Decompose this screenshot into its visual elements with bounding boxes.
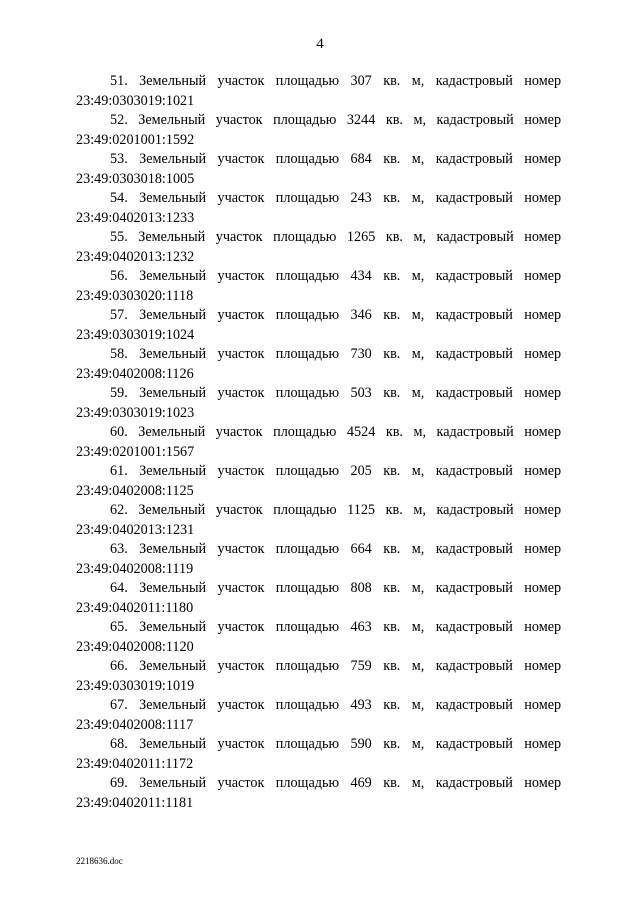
- entry-number: 56.: [110, 268, 128, 284]
- entry-cadastral-number: 23:49:0402008:1117: [76, 716, 194, 733]
- entry-cadastral-number: 23:49:0402011:1181: [76, 794, 194, 811]
- entry-cadastral-number: 23:49:0201001:1567: [76, 443, 195, 460]
- entry-number: 55.: [110, 229, 128, 245]
- list-item: [76, 618, 561, 657]
- list-item: [76, 501, 561, 540]
- entry-area: 730: [350, 346, 372, 362]
- entry-cadastral-number: 23:49:0303019:1024: [76, 326, 195, 343]
- entry-area: 307: [350, 73, 372, 89]
- entry-line: 53. Земельный участок площадью 684 кв. м, кадастровый номер: [110, 151, 562, 167]
- entry-cadastral-number: 23:49:0303019:1023: [76, 404, 195, 421]
- entry-number: 59.: [110, 385, 128, 401]
- list-item: [76, 267, 561, 306]
- list-item: [76, 345, 561, 384]
- entry-area: 808: [350, 580, 372, 596]
- entry-number: 57.: [110, 307, 128, 323]
- list-item: [76, 72, 561, 111]
- list-item: [76, 579, 561, 618]
- entry-number: 63.: [110, 541, 128, 557]
- entry-line: 52. Земельный участок площадью 3244 кв. м, кадастровый номер: [110, 112, 562, 128]
- entry-area: 243: [350, 190, 372, 206]
- entry-line: 57. Земельный участок площадью 346 кв. м, кадастровый номер: [110, 307, 562, 323]
- entry-number: 54.: [110, 190, 128, 206]
- list-item: [76, 228, 561, 267]
- entry-cadastral-number: 23:49:0303018:1005: [76, 170, 195, 187]
- entry-number: 62.: [110, 502, 128, 518]
- entry-area: 759: [350, 658, 372, 674]
- entry-number: 60.: [110, 424, 128, 440]
- entry-area: 590: [350, 736, 372, 752]
- entry-line: 66. Земельный участок площадью 759 кв. м, кадастровый номер: [110, 658, 562, 674]
- entry-cadastral-number: 23:49:0402011:1180: [76, 599, 194, 616]
- entry-cadastral-number: 23:49:0402013:1233: [76, 209, 195, 226]
- entries-list: [76, 72, 561, 813]
- entry-area: 503: [350, 385, 372, 401]
- entry-line: 55. Земельный участок площадью 1265 кв. м, кадастровый номер: [110, 229, 562, 245]
- entry-cadastral-number: 23:49:0402013:1232: [76, 248, 195, 265]
- page-number: 4: [316, 36, 324, 52]
- entry-area: 684: [350, 151, 372, 167]
- entry-cadastral-number: 23:49:0402008:1126: [76, 365, 194, 382]
- list-item: [76, 111, 561, 150]
- entry-number: 66.: [110, 658, 128, 674]
- entry-area: 1125: [347, 502, 376, 518]
- entry-number: 53.: [110, 151, 128, 167]
- list-item: [76, 384, 561, 423]
- entry-line: 63. Земельный участок площадью 664 кв. м, кадастровый номер: [110, 541, 562, 557]
- entry-area: 469: [350, 775, 372, 791]
- entry-line: 54. Земельный участок площадью 243 кв. м, кадастровый номер: [110, 190, 562, 206]
- entry-number: 51.: [110, 73, 128, 89]
- entry-line: 59. Земельный участок площадью 503 кв. м, кадастровый номер: [110, 385, 562, 401]
- entry-line: 61. Земельный участок площадью 205 кв. м, кадастровый номер: [110, 463, 562, 479]
- entry-number: 67.: [110, 697, 128, 713]
- list-item: [76, 657, 561, 696]
- entry-number: 69.: [110, 775, 128, 791]
- entry-line: 67. Земельный участок площадью 493 кв. м, кадастровый номер: [110, 697, 562, 713]
- entry-area: 3244: [346, 112, 376, 128]
- entry-area: 4524: [346, 424, 376, 440]
- entry-number: 52.: [110, 112, 128, 128]
- list-item: [76, 696, 561, 735]
- entry-area: 463: [350, 619, 372, 635]
- entry-line: 64. Земельный участок площадью 808 кв. м, кадастровый номер: [110, 580, 562, 596]
- entry-cadastral-number: 23:49:0201001:1592: [76, 131, 195, 148]
- entry-cadastral-number: 23:49:0303019:1021: [76, 92, 195, 109]
- list-item: [76, 189, 561, 228]
- entry-number: 64.: [110, 580, 128, 596]
- entry-line: 51. Земельный участок площадью 307 кв. м, кадастровый номер: [110, 73, 562, 89]
- entry-number: 58.: [110, 346, 128, 362]
- entry-cadastral-number: 23:49:0402008:1125: [76, 482, 194, 499]
- list-item: [76, 306, 561, 345]
- list-item: [76, 540, 561, 579]
- entry-line: 56. Земельный участок площадью 434 кв. м, кадастровый номер: [110, 268, 562, 284]
- entry-cadastral-number: 23:49:0402008:1119: [76, 560, 194, 577]
- entry-line: 68. Земельный участок площадью 590 кв. м, кадастровый номер: [110, 736, 562, 752]
- entry-area: 434: [350, 268, 372, 284]
- entry-cadastral-number: 23:49:0303019:1019: [76, 677, 195, 694]
- entry-area: 205: [350, 463, 372, 479]
- list-item: [76, 462, 561, 501]
- list-item: [76, 774, 561, 813]
- entry-cadastral-number: 23:49:0303020:1118: [76, 287, 194, 304]
- entry-line: 58. Земельный участок площадью 730 кв. м, кадастровый номер: [110, 346, 562, 362]
- list-item: [76, 423, 561, 462]
- list-item: [76, 150, 561, 189]
- document-footer: 2218636.doc: [76, 856, 123, 866]
- entry-line: 69. Земельный участок площадью 469 кв. м, кадастровый номер: [110, 775, 562, 791]
- entry-area: 346: [350, 307, 372, 323]
- entry-number: 65.: [110, 619, 128, 635]
- entry-cadastral-number: 23:49:0402013:1231: [76, 521, 195, 538]
- entry-line: 65. Земельный участок площадью 463 кв. м, кадастровый номер: [110, 619, 562, 635]
- entry-number: 61.: [110, 463, 128, 479]
- entry-cadastral-number: 23:49:0402011:1172: [76, 755, 194, 772]
- entry-line: 62. Земельный участок площадью 1125 кв. м, кадастровый номер: [110, 502, 562, 518]
- entry-cadastral-number: 23:49:0402008:1120: [76, 638, 194, 655]
- list-item: [76, 735, 561, 774]
- entry-line: 60. Земельный участок площадью 4524 кв. м, кадастровый номер: [110, 424, 562, 440]
- entry-area: 493: [350, 697, 372, 713]
- entry-number: 68.: [110, 736, 128, 752]
- entry-area: 1265: [346, 229, 376, 245]
- entry-area: 664: [350, 541, 372, 557]
